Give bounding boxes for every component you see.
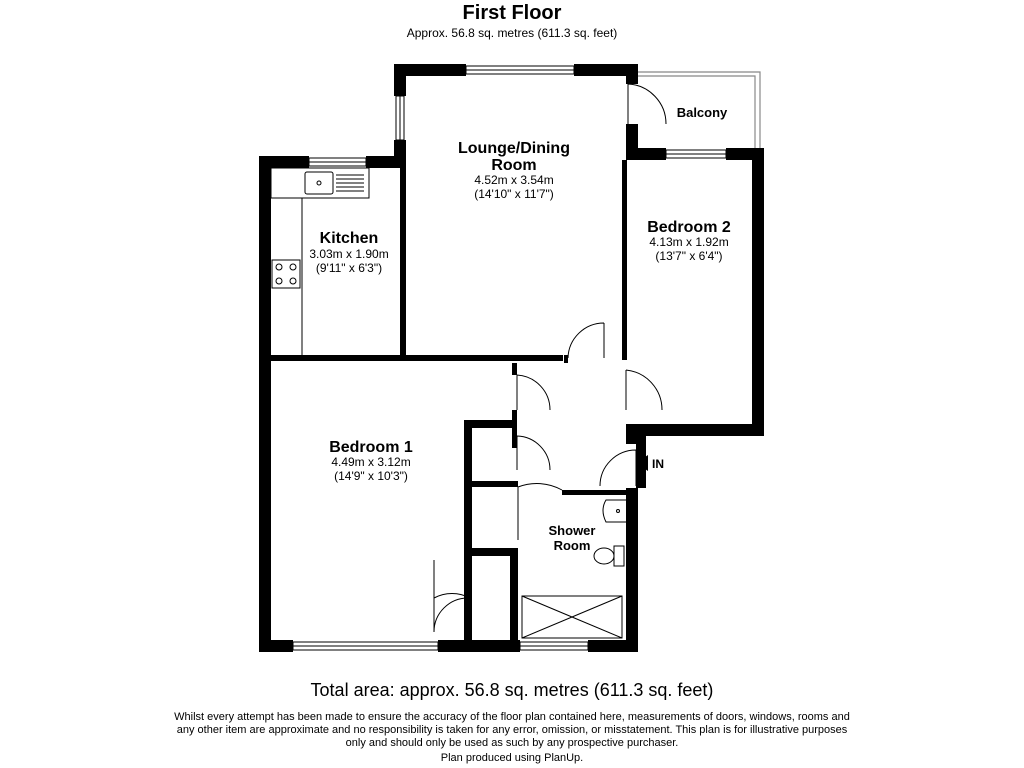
door-cupboard [517, 436, 550, 470]
bedroom1-imperial: (14'9" x 10'3") [334, 469, 408, 483]
kitchen-imperial: (9'11" x 6'3") [315, 261, 383, 275]
door-bedroom2 [626, 370, 662, 410]
plan-subtitle: Approx. 56.8 sq. metres (611.3 sq. feet) [406, 26, 618, 40]
door-entrance [600, 450, 636, 486]
lounge-imperial: (14'10" x 11'7") [474, 187, 554, 201]
plan-title: First Floor [462, 2, 562, 24]
hob-icon [272, 260, 300, 288]
door-lounge [568, 323, 604, 358]
bedroom2-name: Bedroom 2 [647, 219, 731, 236]
bedroom1-metric: 4.49m x 3.12m [331, 455, 411, 469]
door-balcony [628, 84, 666, 124]
lounge-name-line1: Lounge/Dining [458, 140, 570, 157]
sink-icon [305, 172, 333, 194]
lounge-metric: 4.52m x 3.54m [474, 173, 554, 187]
balcony-name: Balcony [676, 105, 728, 120]
kitchen-metric: 3.03m x 1.90m [309, 247, 389, 261]
shower-name-line2: Room [553, 538, 591, 553]
toilet-icon [614, 546, 624, 566]
total-area: Total area: approx. 56.8 sq. metres (611.3 sq. feet) [310, 680, 714, 700]
disclaimer: Whilst every attempt has been made to ensure the accuracy of the floor plan contained here, measurements of doors, windows, rooms and any other item are approximate and no responsibility is taken for any error, omission, or misstatement. This plan is for illustrative purposes only and should only be used as such by any prospective purchaser. [174, 711, 850, 749]
kitchen-name: Kitchen [319, 230, 379, 247]
interior-walls [271, 160, 628, 495]
shower-fittings [522, 500, 626, 638]
bedroom2-imperial: (13'7" x 6'4") [655, 249, 723, 263]
door-bedroom1 [517, 375, 550, 410]
entrance-label: IN [652, 457, 664, 471]
bedroom1-name: Bedroom 1 [329, 439, 413, 456]
basin-icon [603, 500, 626, 522]
shower-name-line1: Shower [548, 523, 596, 538]
produced-by: Plan produced using PlanUp. [440, 752, 584, 764]
bedroom2-metric: 4.13m x 1.92m [649, 235, 729, 249]
lounge-name-line2: Room [491, 157, 537, 174]
